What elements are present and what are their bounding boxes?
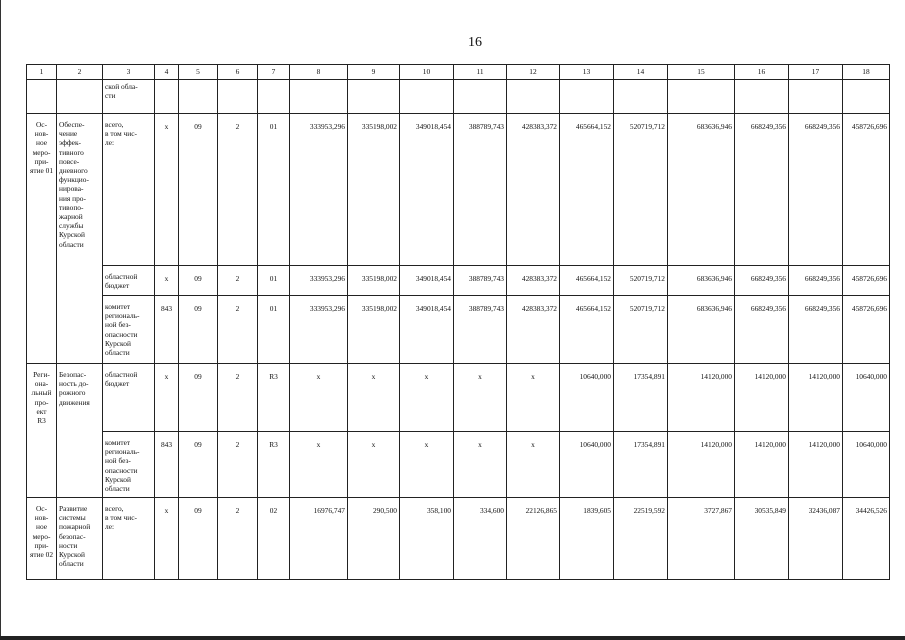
amount-cell: 358,100 [400,498,454,580]
budget-code-cell: 01 [258,266,290,296]
header-cell: 7 [258,65,290,80]
amount-cell: 520719,712 [614,296,668,364]
budget-code-cell: R3 [258,364,290,432]
table-cell [843,80,890,114]
amount-cell: 10640,000 [843,432,890,498]
amount-cell: 333953,296 [290,114,348,266]
amount-cell: 458726,696 [843,266,890,296]
budget-code-cell: 2 [218,296,258,364]
source-label: ской обла- сти [105,82,138,101]
program-element-title: Обеспе- чение эффек- тивного повсе- дневного функцио- нирова- ния про- тивопо- жарной службы Курской области [57,114,103,364]
amount-cell: 520719,712 [614,266,668,296]
amount-cell: 333953,296 [290,296,348,364]
amount-cell: 428383,372 [507,296,560,364]
header-cell: 4 [155,65,179,80]
table-cell [348,80,400,114]
header-cell: 10 [400,65,454,80]
table-cell [668,80,735,114]
amount-cell: 14120,000 [735,364,789,432]
amount-cell: 668249,356 [735,296,789,364]
amount-cell: 428383,372 [507,114,560,266]
table-cell [258,80,290,114]
amount-cell: 17354,891 [614,364,668,432]
amount-cell: 668249,356 [735,266,789,296]
amount-cell: 349018,454 [400,296,454,364]
header-cell: 17 [789,65,843,80]
budget-code-cell: R3 [258,432,290,498]
header-cell: 13 [560,65,614,80]
amount-cell: 388789,743 [454,296,507,364]
header-cell: 12 [507,65,560,80]
header-row [27,65,890,80]
program-element-name: Ос- нов- ное меро- при- ятие 01 [27,114,57,364]
table-cell [290,80,348,114]
program-element-name: Реги- она- льный про- ект R3 [27,364,57,498]
table-cell [27,80,57,114]
amount-cell: 22126,865 [507,498,560,580]
budget-code-cell: х [155,114,179,266]
amount-cell: 10640,000 [843,364,890,432]
header-cell: 18 [843,65,890,80]
funding-source: всего, в том чис- ле: [103,498,155,580]
amount-cell: х [400,364,454,432]
amount-cell: 14120,000 [789,364,843,432]
funding-source: всего, в том чис- ле: [103,114,155,266]
table-cell [789,80,843,114]
amount-cell: 520719,712 [614,114,668,266]
budget-code-cell: 09 [179,498,218,580]
amount-cell: 14120,000 [668,364,735,432]
amount-cell: 465664,152 [560,114,614,266]
funding-source: комитет региональ- ной без- опасности Курской области [103,296,155,364]
amount-cell: 333953,296 [290,266,348,296]
header-cell: 15 [668,65,735,80]
amount-cell: 22519,592 [614,498,668,580]
amount-cell: 14120,000 [735,432,789,498]
amount-cell: 334,600 [454,498,507,580]
header-cell: 5 [179,65,218,80]
amount-cell: 465664,152 [560,266,614,296]
budget-code-cell: 2 [218,114,258,266]
page-number: 16 [468,35,482,50]
table-cell [735,80,789,114]
header-cell: 2 [57,65,103,80]
amount-cell: 3727,867 [668,498,735,580]
amount-cell: х [400,432,454,498]
program-element-name: Ос- нов- ное меро- при- ятие 02 [27,498,57,580]
amount-cell: 668249,356 [789,114,843,266]
amount-cell: х [348,364,400,432]
budget-code-cell: 01 [258,296,290,364]
budget-code-cell: 843 [155,432,179,498]
amount-cell: 34426,526 [843,498,890,580]
budget-code-cell: х [155,498,179,580]
amount-cell: 388789,743 [454,114,507,266]
table-cell [507,80,560,114]
budget-code-cell: 02 [258,498,290,580]
amount-cell: 16976,747 [290,498,348,580]
table-row [27,266,890,296]
table-cell [103,80,155,114]
budget-code-cell: 09 [179,364,218,432]
amount-cell: х [507,432,560,498]
table-cell [614,80,668,114]
header-cell: 3 [103,65,155,80]
continuation-row [27,80,890,114]
amount-cell: 14120,000 [789,432,843,498]
budget-code-cell: 2 [218,266,258,296]
amount-cell: 465664,152 [560,296,614,364]
table-row [27,498,890,580]
amount-cell: 335198,002 [348,266,400,296]
amount-cell: 290,500 [348,498,400,580]
amount-cell: 428383,372 [507,266,560,296]
amount-cell: х [507,364,560,432]
amount-cell: 668249,356 [735,114,789,266]
amount-cell: 458726,696 [843,114,890,266]
amount-cell: 349018,454 [400,114,454,266]
amount-cell: 683636,946 [668,266,735,296]
amount-cell: 335198,002 [348,114,400,266]
program-element-title: Развитие системы пожарной безопас- ности Курской области [57,498,103,580]
amount-cell: 10640,000 [560,432,614,498]
amount-cell: 30535,849 [735,498,789,580]
funding-source: областной бюджет [103,266,155,296]
table-row [27,432,890,498]
page-edge-left [0,0,1,640]
table-row [27,296,890,364]
budget-code-cell: х [155,266,179,296]
table-row [27,364,890,432]
table-cell [155,80,179,114]
table-cell [560,80,614,114]
header-cell: 16 [735,65,789,80]
budget-code-cell: 09 [179,114,218,266]
amount-cell: 458726,696 [843,296,890,364]
budget-code-cell: 843 [155,296,179,364]
header-cell: 14 [614,65,668,80]
funding-source: областной бюджет [103,364,155,432]
amount-cell: 388789,743 [454,266,507,296]
table-cell [400,80,454,114]
amount-cell: 683636,946 [668,114,735,266]
amount-cell: х [454,364,507,432]
amount-cell: 32436,087 [789,498,843,580]
amount-cell: х [454,432,507,498]
table-row [27,114,890,266]
amount-cell: х [348,432,400,498]
amount-cell: 683636,946 [668,296,735,364]
program-element-title: Безопас- ность до- рожного движения [57,364,103,498]
amount-cell: 668249,356 [789,266,843,296]
amount-cell: х [290,432,348,498]
budget-code-cell: 01 [258,114,290,266]
budget-code-cell: 2 [218,498,258,580]
header-cell: 9 [348,65,400,80]
table-cell [218,80,258,114]
table-cell [179,80,218,114]
amount-cell: 668249,356 [789,296,843,364]
budget-table [26,64,890,580]
budget-code-cell: 2 [218,432,258,498]
amount-cell: 349018,454 [400,266,454,296]
header-cell: 6 [218,65,258,80]
budget-code-cell: 09 [179,266,218,296]
amount-cell: 17354,891 [614,432,668,498]
page-edge-bottom [0,636,905,640]
header-cell: 1 [27,65,57,80]
funding-source: комитет региональ- ной без- опасности Курской области [103,432,155,498]
amount-cell: 335198,002 [348,296,400,364]
budget-code-cell: х [155,364,179,432]
table-cell [57,80,103,114]
amount-cell: 1839,605 [560,498,614,580]
header-cell: 11 [454,65,507,80]
budget-code-cell: 09 [179,432,218,498]
header-cell: 8 [290,65,348,80]
amount-cell: 10640,000 [560,364,614,432]
budget-code-cell: 09 [179,296,218,364]
amount-cell: х [290,364,348,432]
budget-code-cell: 2 [218,364,258,432]
amount-cell: 14120,000 [668,432,735,498]
table-cell [454,80,507,114]
